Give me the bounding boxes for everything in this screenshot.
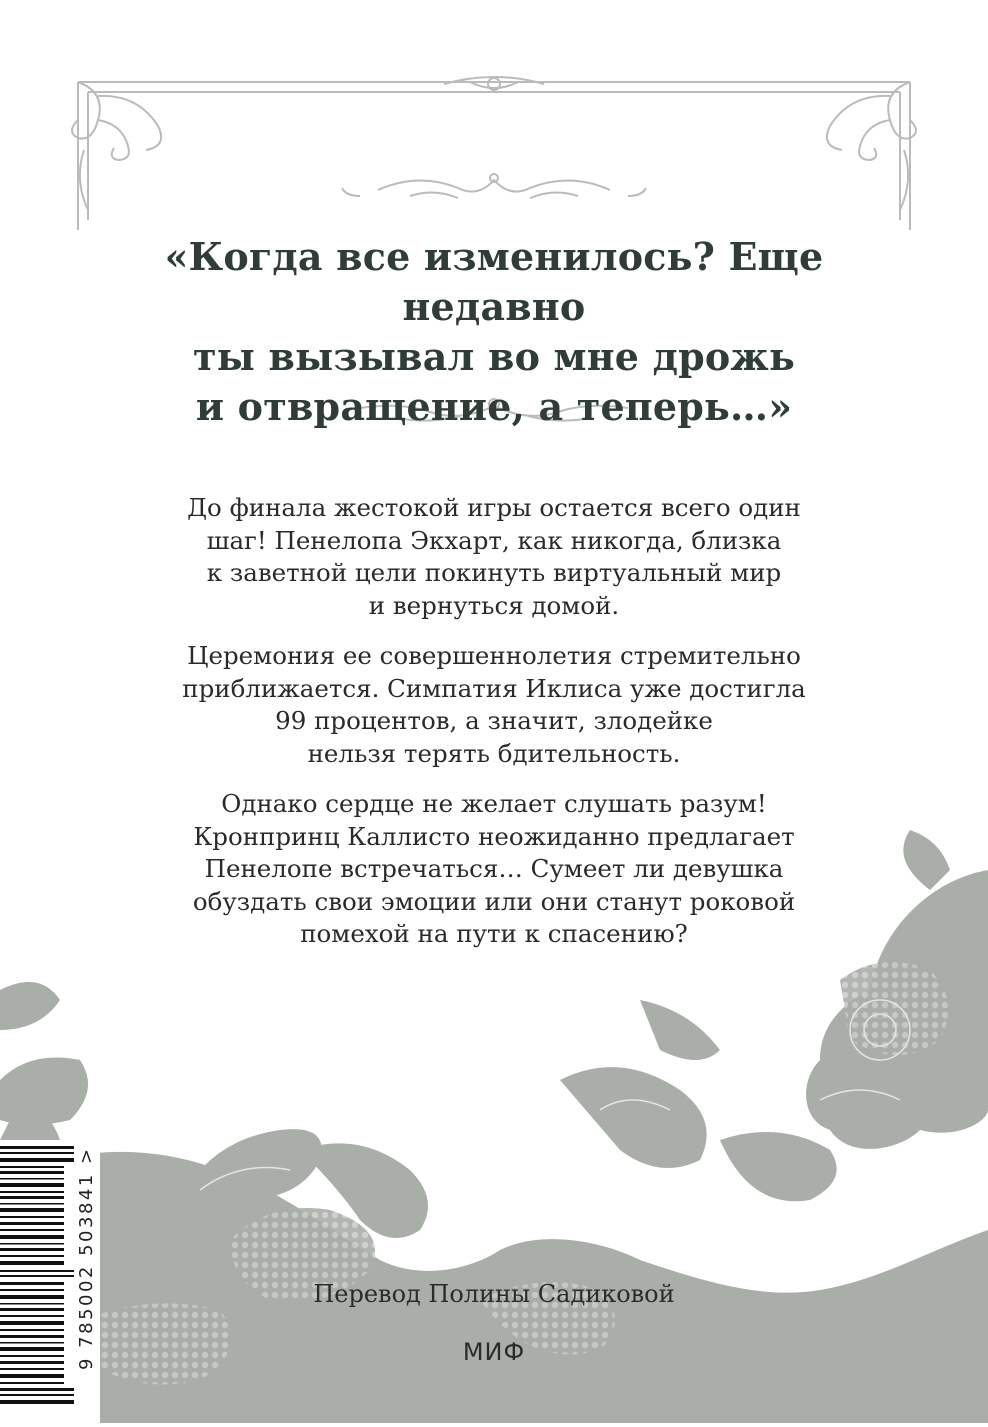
description-line: обуздать свои эмоции или они станут роковой	[192, 886, 796, 916]
isbn-number: 9 785002 503841 >	[76, 1146, 97, 1370]
description-line: Церемония ее совершеннолетия стремительно	[187, 641, 801, 670]
quote-line: «Когда все изменилось? Еще недавно	[164, 234, 824, 329]
description-line: шаг! Пенелопа Экхарт, как никогда, близка	[206, 525, 782, 555]
description-line: нельзя терять бдительность.	[307, 738, 681, 768]
description-paragraph	[120, 640, 868, 770]
description-paragraph	[120, 492, 868, 622]
description-line: помехой на пути к спасению?	[300, 919, 688, 948]
description-line: 99 процентов, а значит, злодейке	[275, 706, 713, 735]
description-line: к заветной цели покинуть виртуальный мир	[206, 558, 782, 587]
quote-line: ты вызывал во мне дрожь	[193, 334, 795, 379]
translator-credit: Перевод Полины Садиковой	[313, 1280, 675, 1308]
description-line: и вернуться домой.	[368, 590, 620, 620]
description-line: приближается. Симпатия Иклиса уже достигла	[182, 673, 806, 703]
publisher-logo: МИФ	[462, 1338, 526, 1366]
description-line: Однако сердце не желает слушать разум!	[221, 789, 767, 818]
description-paragraph	[120, 788, 868, 951]
description-line: До финала жестокой игры остается всего один	[187, 493, 801, 522]
description-line: Пенелопе встречаться… Сумеет ли девушка	[204, 854, 784, 883]
description-line: Кронпринц Каллисто неожиданно предлагает	[193, 821, 795, 851]
book-description	[120, 492, 868, 969]
quote-line: и отвращение, а теперь…»	[195, 384, 793, 429]
